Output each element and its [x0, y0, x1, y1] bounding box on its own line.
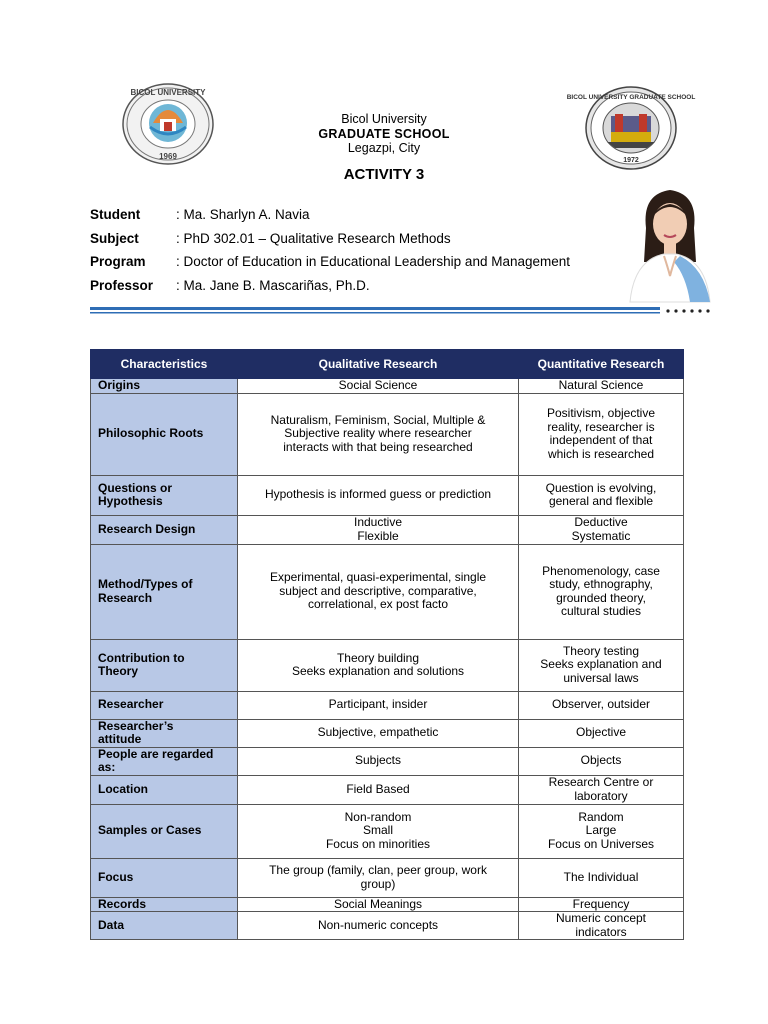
svg-text:BICOL UNIVERSITY GRADUATE SCHO: BICOL UNIVERSITY GRADUATE SCHOOL	[566, 94, 696, 101]
info-value: : Doctor of Education in Educational Leadership and Management	[176, 254, 571, 270]
qualitative-cell: Naturalism, Feminism, Social, Multiple & Subjective reality where researcher interacts with that being researched	[238, 393, 519, 475]
characteristic-cell: Researcher	[91, 691, 238, 719]
city-name: Legazpi, City	[347, 141, 421, 155]
divider-dots	[666, 306, 712, 314]
column-header: Qualitative Research	[238, 350, 519, 379]
qualitative-cell: Social Science	[238, 379, 519, 394]
characteristic-cell: Researcher’s attitude	[91, 719, 238, 747]
table-row	[91, 544, 684, 639]
page-title: ACTIVITY 3	[343, 166, 425, 183]
quantitative-cell: Objective	[519, 719, 684, 747]
characteristic-cell: Philosophic Roots	[91, 393, 238, 475]
university-name: Bicol University	[341, 112, 427, 126]
info-value: : Ma. Sharlyn A. Navia	[176, 207, 310, 223]
qualitative-cell: Non-random Small Focus on minorities	[238, 804, 519, 858]
qualitative-cell: Theory building Seeks explanation and solutions	[238, 639, 519, 691]
quantitative-cell: Phenomenology, case study, ethnography, grounded theory, cultural studies	[519, 544, 684, 639]
table-row	[91, 719, 684, 747]
characteristic-cell: Contribution to Theory	[91, 639, 238, 691]
quantitative-cell: Numeric concept indicators	[519, 912, 684, 940]
table-header-row	[91, 350, 684, 379]
quantitative-cell: Question is evolving, general and flexible	[519, 475, 684, 515]
table-row	[91, 804, 684, 858]
quantitative-cell: Frequency	[519, 897, 684, 912]
header-divider	[90, 306, 660, 316]
characteristic-cell: Location	[91, 775, 238, 804]
info-row-student	[90, 203, 570, 227]
info-row-subject	[90, 227, 570, 251]
qualitative-cell: Hypothesis is informed guess or prediction	[238, 475, 519, 515]
characteristic-cell: Records	[91, 897, 238, 912]
info-value: : Ma. Jane B. Mascariñas, Ph.D.	[176, 277, 370, 293]
characteristic-cell: Samples or Cases	[91, 804, 238, 858]
table-row	[91, 475, 684, 515]
school-name: GRADUATE SCHOOL	[318, 127, 450, 141]
info-label: Professor	[90, 277, 154, 293]
student-photo	[624, 176, 716, 302]
svg-text:1969: 1969	[159, 152, 177, 161]
qualitative-cell: Non-numeric concepts	[238, 912, 519, 940]
qualitative-cell: Experimental, quasi-experimental, single subject and descriptive, comparative, correlational, ex post facto	[238, 544, 519, 639]
table-row	[91, 747, 684, 775]
comparison-table	[90, 349, 684, 940]
column-header: Characteristics	[91, 350, 238, 379]
qualitative-cell: Subjects	[238, 747, 519, 775]
quantitative-cell: Random Large Focus on Universes	[519, 804, 684, 858]
characteristic-cell: Origins	[91, 379, 238, 394]
svg-text:1972: 1972	[623, 157, 639, 164]
qualitative-cell: The group (family, clan, peer group, work group)	[238, 858, 519, 897]
quantitative-cell: The Individual	[519, 858, 684, 897]
quantitative-cell: Observer, outsider	[519, 691, 684, 719]
info-row-professor	[90, 274, 570, 298]
table-row	[91, 515, 684, 544]
table-row	[91, 691, 684, 719]
table-row	[91, 393, 684, 475]
quantitative-cell: Objects	[519, 747, 684, 775]
quantitative-cell: Theory testing Seeks explanation and universal laws	[519, 639, 684, 691]
quantitative-cell: Research Centre or laboratory	[519, 775, 684, 804]
table-row	[91, 379, 684, 394]
info-label: Subject	[90, 230, 139, 246]
student-info	[90, 203, 570, 297]
university-header	[0, 112, 768, 156]
qualitative-cell: Social Meanings	[238, 897, 519, 912]
characteristic-cell: People are regarded as:	[91, 747, 238, 775]
table-row	[91, 897, 684, 912]
qualitative-cell: Participant, insider	[238, 691, 519, 719]
characteristic-cell: Questions or Hypothesis	[91, 475, 238, 515]
quantitative-cell: Positivism, objective reality, researcher is independent of that which is researched	[519, 393, 684, 475]
table-row	[91, 775, 684, 804]
characteristic-cell: Focus	[91, 858, 238, 897]
info-row-program	[90, 250, 570, 274]
quantitative-cell: Deductive Systematic	[519, 515, 684, 544]
info-label: Program	[90, 254, 146, 270]
characteristic-cell: Data	[91, 912, 238, 940]
info-value: : PhD 302.01 – Qualitative Research Methods	[176, 230, 451, 246]
table-row	[91, 912, 684, 940]
info-label: Student	[90, 207, 141, 223]
table-row	[91, 639, 684, 691]
characteristic-cell: Research Design	[91, 515, 238, 544]
qualitative-cell: Inductive Flexible	[238, 515, 519, 544]
quantitative-cell: Natural Science	[519, 379, 684, 394]
table-row	[91, 858, 684, 897]
column-header: Quantitative Research	[519, 350, 684, 379]
svg-text:BICOL UNIVERSITY: BICOL UNIVERSITY	[130, 88, 206, 97]
qualitative-cell: Field Based	[238, 775, 519, 804]
qualitative-cell: Subjective, empathetic	[238, 719, 519, 747]
characteristic-cell: Method/Types of Research	[91, 544, 238, 639]
